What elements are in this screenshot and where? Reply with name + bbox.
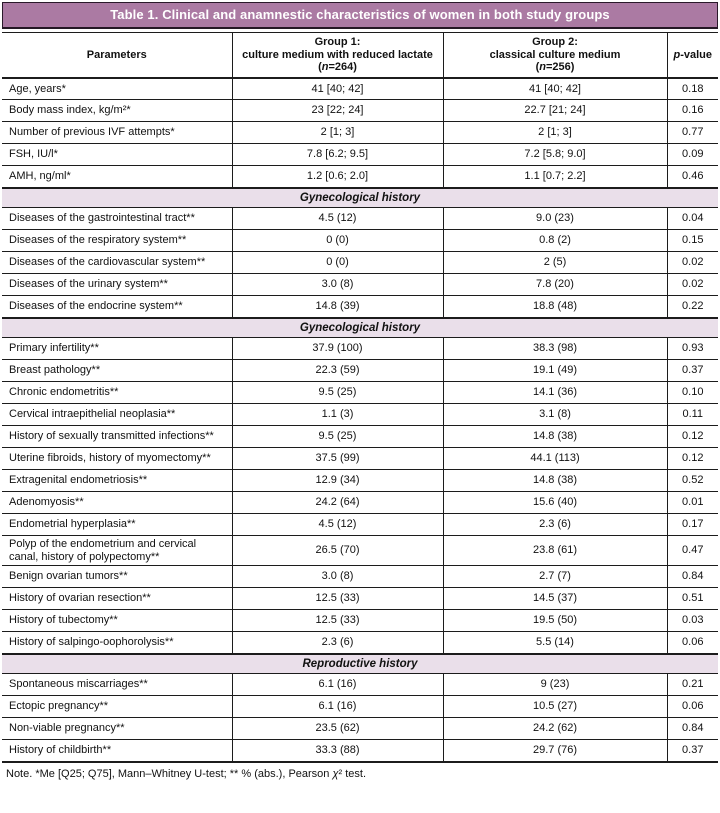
pvalue-cell: 0.02 (667, 274, 718, 296)
group2-value-cell: 14.5 (37) (443, 588, 667, 610)
group1-value-cell: 23.5 (62) (232, 718, 443, 740)
group1-description: culture medium with reduced lactate (242, 48, 433, 61)
table-row (2, 514, 718, 536)
pvalue-cell: 0.10 (667, 382, 718, 404)
group2-value-cell: 5.5 (14) (443, 632, 667, 654)
parameter-cell: Uterine fibroids, history of myomectomy** (2, 448, 232, 470)
group1-value-cell: 37.9 (100) (232, 338, 443, 360)
pvalue-cell: 0.77 (667, 122, 718, 144)
group2-value-cell: 3.1 (8) (443, 404, 667, 426)
table-row (2, 674, 718, 696)
table-row (2, 448, 718, 470)
pvalue-cell: 0.22 (667, 296, 718, 318)
parameter-cell: History of ovarian resection** (2, 588, 232, 610)
group2-description: classical culture medium (489, 48, 621, 61)
table-row (2, 610, 718, 632)
pvalue-cell: 0.09 (667, 144, 718, 166)
parameter-cell: Body mass index, kg/m²* (2, 100, 232, 122)
group2-value-cell: 2.7 (7) (443, 566, 667, 588)
column-header-pvalue (667, 33, 718, 78)
table-row (2, 696, 718, 718)
group1-value-cell: 0 (0) (232, 230, 443, 252)
group1-value-cell: 41 [40; 42] (232, 78, 443, 100)
group2-value-cell: 44.1 (113) (443, 448, 667, 470)
group1-value-cell: 9.5 (25) (232, 382, 443, 404)
parameter-cell: Diseases of the endocrine system** (2, 296, 232, 318)
parameter-cell: History of sexually transmitted infections** (2, 426, 232, 448)
parameter-cell: Number of previous IVF attempts* (2, 122, 232, 144)
group1-value-cell: 3.0 (8) (232, 274, 443, 296)
table-row (2, 426, 718, 448)
table-row (2, 230, 718, 252)
group1-value-cell: 6.1 (16) (232, 674, 443, 696)
parameter-cell: History of childbirth** (2, 740, 232, 762)
section-header-row (2, 188, 718, 208)
group2-value-cell: 9.0 (23) (443, 208, 667, 230)
parameter-cell: History of tubectomy** (2, 610, 232, 632)
pvalue-cell: 0.06 (667, 632, 718, 654)
table-row (2, 208, 718, 230)
group1-value-cell: 22.3 (59) (232, 360, 443, 382)
table-row (2, 492, 718, 514)
group2-value-cell: 9 (23) (443, 674, 667, 696)
table-row (2, 740, 718, 762)
group2-value-cell: 15.6 (40) (443, 492, 667, 514)
group1-value-cell: 9.5 (25) (232, 426, 443, 448)
table-row (2, 338, 718, 360)
pvalue-cell: 0.46 (667, 166, 718, 188)
table-row (2, 382, 718, 404)
group2-value-cell: 23.8 (61) (443, 536, 667, 566)
group1-value-cell: 6.1 (16) (232, 696, 443, 718)
parameters-label: Parameters (86, 48, 147, 61)
pvalue-label: p-value (673, 48, 713, 61)
pvalue-cell: 0.17 (667, 514, 718, 536)
pvalue-cell: 0.12 (667, 448, 718, 470)
table-row (2, 252, 718, 274)
section-header: Gynecological history (2, 188, 718, 208)
group2-value-cell: 24.2 (62) (443, 718, 667, 740)
pvalue-cell: 0.47 (667, 536, 718, 566)
group1-value-cell: 37.5 (99) (232, 448, 443, 470)
parameter-cell: Adenomyosis** (2, 492, 232, 514)
group2-value-cell: 29.7 (76) (443, 740, 667, 762)
table-page (0, 2, 720, 780)
group1-value-cell: 12.9 (34) (232, 470, 443, 492)
pvalue-cell: 0.11 (667, 404, 718, 426)
group2-value-cell: 2 (5) (443, 252, 667, 274)
group1-sample-size: (n=264) (318, 61, 357, 73)
parameter-cell: Diseases of the urinary system** (2, 274, 232, 296)
table-row (2, 166, 718, 188)
header-row (2, 33, 718, 78)
pvalue-cell: 0.03 (667, 610, 718, 632)
pvalue-cell: 0.16 (667, 100, 718, 122)
group2-value-cell: 18.8 (48) (443, 296, 667, 318)
group1-value-cell: 1.1 (3) (232, 404, 443, 426)
pvalue-cell: 0.15 (667, 230, 718, 252)
parameter-cell: Non-viable pregnancy** (2, 718, 232, 740)
group2-value-cell: 0.8 (2) (443, 230, 667, 252)
group2-value-cell: 38.3 (98) (443, 338, 667, 360)
group2-value-cell: 7.2 [5.8; 9.0] (443, 144, 667, 166)
parameter-cell: Age, years* (2, 78, 232, 100)
pvalue-cell: 0.93 (667, 338, 718, 360)
column-header-parameters (2, 33, 232, 78)
pvalue-cell: 0.21 (667, 674, 718, 696)
table-row (2, 566, 718, 588)
parameter-cell: Benign ovarian tumors** (2, 566, 232, 588)
table-title: Table 1. Clinical and anamnestic characteristics of women in both study groups (2, 2, 718, 27)
parameter-cell: Extragenital endometriosis** (2, 470, 232, 492)
group2-value-cell: 7.8 (20) (443, 274, 667, 296)
group1-value-cell: 1.2 [0.6; 2.0] (232, 166, 443, 188)
parameter-cell: Chronic endometritis** (2, 382, 232, 404)
pvalue-cell: 0.37 (667, 360, 718, 382)
group1-value-cell: 14.8 (39) (232, 296, 443, 318)
group1-value-cell: 0 (0) (232, 252, 443, 274)
table-row (2, 536, 718, 566)
parameter-cell: FSH, IU/l* (2, 144, 232, 166)
table-row (2, 470, 718, 492)
group1-value-cell: 2 [1; 3] (232, 122, 443, 144)
table-row (2, 718, 718, 740)
table-row (2, 296, 718, 318)
group2-value-cell: 14.8 (38) (443, 426, 667, 448)
table-row (2, 144, 718, 166)
pvalue-cell: 0.02 (667, 252, 718, 274)
table-body (2, 78, 718, 762)
group2-value-cell: 14.8 (38) (443, 470, 667, 492)
group1-value-cell: 4.5 (12) (232, 514, 443, 536)
group2-title: Group 2: (532, 36, 578, 48)
pvalue-cell: 0.01 (667, 492, 718, 514)
group1-value-cell: 26.5 (70) (232, 536, 443, 566)
group1-value-cell: 4.5 (12) (232, 208, 443, 230)
group2-value-cell: 19.1 (49) (443, 360, 667, 382)
pvalue-cell: 0.84 (667, 566, 718, 588)
parameter-cell: History of salpingo-oophorolysis** (2, 632, 232, 654)
group2-value-cell: 10.5 (27) (443, 696, 667, 718)
table-row (2, 632, 718, 654)
parameter-cell: Diseases of the cardiovascular system** (2, 252, 232, 274)
pvalue-cell: 0.84 (667, 718, 718, 740)
parameter-cell: Breast pathology** (2, 360, 232, 382)
section-header: Reproductive history (2, 654, 718, 674)
parameter-cell: AMH, ng/ml* (2, 166, 232, 188)
column-header-group2 (443, 33, 667, 78)
group2-value-cell: 19.5 (50) (443, 610, 667, 632)
group1-value-cell: 24.2 (64) (232, 492, 443, 514)
group2-value-cell: 41 [40; 42] (443, 78, 667, 100)
pvalue-cell: 0.37 (667, 740, 718, 762)
pvalue-cell: 0.12 (667, 426, 718, 448)
parameter-cell: Diseases of the respiratory system** (2, 230, 232, 252)
group1-title: Group 1: (314, 36, 361, 48)
pvalue-cell: 0.06 (667, 696, 718, 718)
section-header-row (2, 318, 718, 338)
pvalue-cell: 0.51 (667, 588, 718, 610)
clinical-characteristics-table (2, 32, 718, 763)
table-row (2, 100, 718, 122)
group2-value-cell: 14.1 (36) (443, 382, 667, 404)
table-row (2, 274, 718, 296)
table-row (2, 588, 718, 610)
table-footnote: Note. *Me [Q25; Q75], Mann–Whitney U-test; ** % (abs.), Pearson χ² test. (2, 763, 718, 780)
group2-value-cell: 22.7 [21; 24] (443, 100, 667, 122)
group1-value-cell: 12.5 (33) (232, 610, 443, 632)
group1-value-cell: 23 [22; 24] (232, 100, 443, 122)
table-row (2, 360, 718, 382)
parameter-cell: Endometrial hyperplasia** (2, 514, 232, 536)
parameter-cell: Diseases of the gastrointestinal tract** (2, 208, 232, 230)
group2-value-cell: 1.1 [0.7; 2.2] (443, 166, 667, 188)
group2-value-cell: 2 [1; 3] (443, 122, 667, 144)
group1-value-cell: 33.3 (88) (232, 740, 443, 762)
parameter-cell: Polyp of the endometrium and cervical canal, history of polypectomy** (2, 536, 232, 566)
parameter-cell: Primary infertility** (2, 338, 232, 360)
table-row (2, 122, 718, 144)
table-row (2, 78, 718, 100)
group1-value-cell: 3.0 (8) (232, 566, 443, 588)
group1-value-cell: 12.5 (33) (232, 588, 443, 610)
section-header-row (2, 654, 718, 674)
pvalue-cell: 0.04 (667, 208, 718, 230)
group1-value-cell: 7.8 [6.2; 9.5] (232, 144, 443, 166)
group2-sample-size: (n=256) (535, 61, 575, 73)
parameter-cell: Cervical intraepithelial neoplasia** (2, 404, 232, 426)
column-header-group1 (232, 33, 443, 78)
table-row (2, 404, 718, 426)
group2-value-cell: 2.3 (6) (443, 514, 667, 536)
pvalue-cell: 0.52 (667, 470, 718, 492)
section-header: Gynecological history (2, 318, 718, 338)
group1-value-cell: 2.3 (6) (232, 632, 443, 654)
table-header (2, 33, 718, 78)
parameter-cell: Ectopic pregnancy** (2, 696, 232, 718)
pvalue-cell: 0.18 (667, 78, 718, 100)
parameter-cell: Spontaneous miscarriages** (2, 674, 232, 696)
